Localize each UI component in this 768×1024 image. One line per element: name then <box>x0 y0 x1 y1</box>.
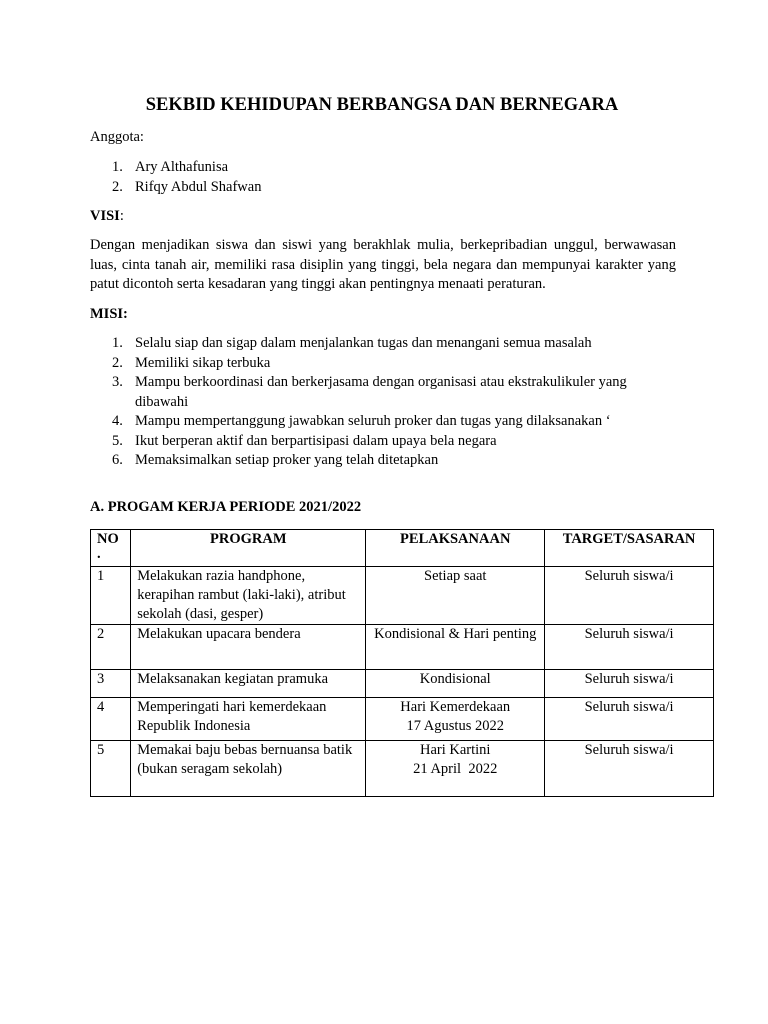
cell-no: 5 <box>91 741 131 797</box>
misi-text: Mampu berkoordinasi dan berkerjasama dengan organisasi atau ekstrakulikuler yang dibawahi <box>135 374 627 410</box>
cell-target: Seluruh siswa/i <box>545 625 714 670</box>
list-number: 3. <box>112 374 123 390</box>
cell-program: Melakukan upacara bendera <box>131 625 366 670</box>
document-title: SEKBID KEHIDUPAN BERBANGSA DAN BERNEGARA <box>145 95 619 115</box>
member-name: Ary Althafunisa <box>135 159 229 175</box>
cell-target: Seluruh siswa/i <box>545 741 714 797</box>
members-list <box>90 158 670 197</box>
header-no: NO . <box>91 530 131 567</box>
cell-no: 1 <box>91 567 131 625</box>
header-program: PROGRAM <box>131 530 366 567</box>
list-item <box>90 354 670 374</box>
cell-pelaksanaan: Kondisional <box>366 670 545 698</box>
visi-label: VISI <box>90 208 120 224</box>
cell-pelaksanaan: Kondisional & Hari penting <box>366 625 545 670</box>
program-table <box>90 529 714 797</box>
cell-program: Melakukan razia handphone, kerapihan rambut (laki-laki), atribut sekolah (dasi, gesper) <box>131 567 366 625</box>
cell-pelaksanaan: Hari Kartini 21 April 2022 <box>366 741 545 797</box>
list-number: 2. <box>112 178 123 195</box>
cell-pelaksanaan: Setiap saat <box>366 567 545 625</box>
misi-text: Memiliki sikap terbuka <box>135 354 271 371</box>
table-row <box>91 567 714 625</box>
list-number: 2. <box>112 354 123 371</box>
list-number: 1. <box>112 159 123 175</box>
list-number: 1. <box>112 335 123 351</box>
table-row <box>91 670 714 698</box>
misi-text: Ikut berperan aktif dan berpartisipasi dalam upaya bela negara <box>135 432 497 449</box>
list-item <box>90 451 670 471</box>
list-number: 5. <box>112 432 123 449</box>
misi-text: Memaksimalkan setiap proker yang telah ditetapkan <box>135 452 439 468</box>
members-label: Anggota: <box>90 129 144 145</box>
misi-heading: MISI: <box>90 306 128 322</box>
misi-text: Mampu mempertanggung jawabkan seluruh proker dan tugas yang dilaksanakan ‘ <box>135 413 611 429</box>
misi-text: Selalu siap dan sigap dalam menjalankan tugas dan menangani semua masalah <box>135 335 592 351</box>
cell-program: Melaksanakan kegiatan pramuka <box>131 670 366 698</box>
table-row <box>91 741 714 797</box>
list-item <box>90 373 655 412</box>
table-header-row <box>91 530 714 567</box>
header-target: TARGET/SASARAN <box>545 530 714 567</box>
cell-program: Memakai baju bebas bernuansa batik (bukan seragam sekolah) <box>131 741 366 797</box>
cell-program: Memperingati hari kemerdekaan Republik Indonesia <box>131 698 366 741</box>
table-row <box>91 625 714 670</box>
list-number: 4. <box>112 413 123 429</box>
list-item <box>90 412 670 432</box>
list-number: 6. <box>112 452 123 468</box>
table-row <box>91 698 714 741</box>
cell-no: 3 <box>91 670 131 698</box>
misi-list <box>90 334 670 471</box>
header-pelaksanaan: PELAKSANAAN <box>366 530 545 567</box>
cell-no: 2 <box>91 625 131 670</box>
list-item <box>90 432 670 452</box>
visi-heading <box>90 207 124 227</box>
member-name: Rifqy Abdul Shafwan <box>135 178 262 195</box>
cell-target: Seluruh siswa/i <box>545 698 714 741</box>
cell-no: 4 <box>91 698 131 741</box>
cell-pelaksanaan: Hari Kemerdekaan 17 Agustus 2022 <box>366 698 545 741</box>
cell-target: Seluruh siswa/i <box>545 567 714 625</box>
visi-paragraph: Dengan menjadikan siswa dan siswi yang berakhlak mulia, berkepribadian unggul, berwawasan luas, cinta tanah air, memiliki rasa disiplin yang tinggi, bela negara dan mempunyai karakter yang patut dicontoh serta kesadaran yang tinggi akan pentingnya menaati peraturan. <box>90 237 676 292</box>
cell-target: Seluruh siswa/i <box>545 670 714 698</box>
list-item <box>90 334 670 354</box>
section-heading: A. PROGAM KERJA PERIODE 2021/2022 <box>90 499 362 515</box>
visi-colon: : <box>119 208 124 224</box>
list-item <box>90 158 670 178</box>
list-item <box>90 178 670 198</box>
